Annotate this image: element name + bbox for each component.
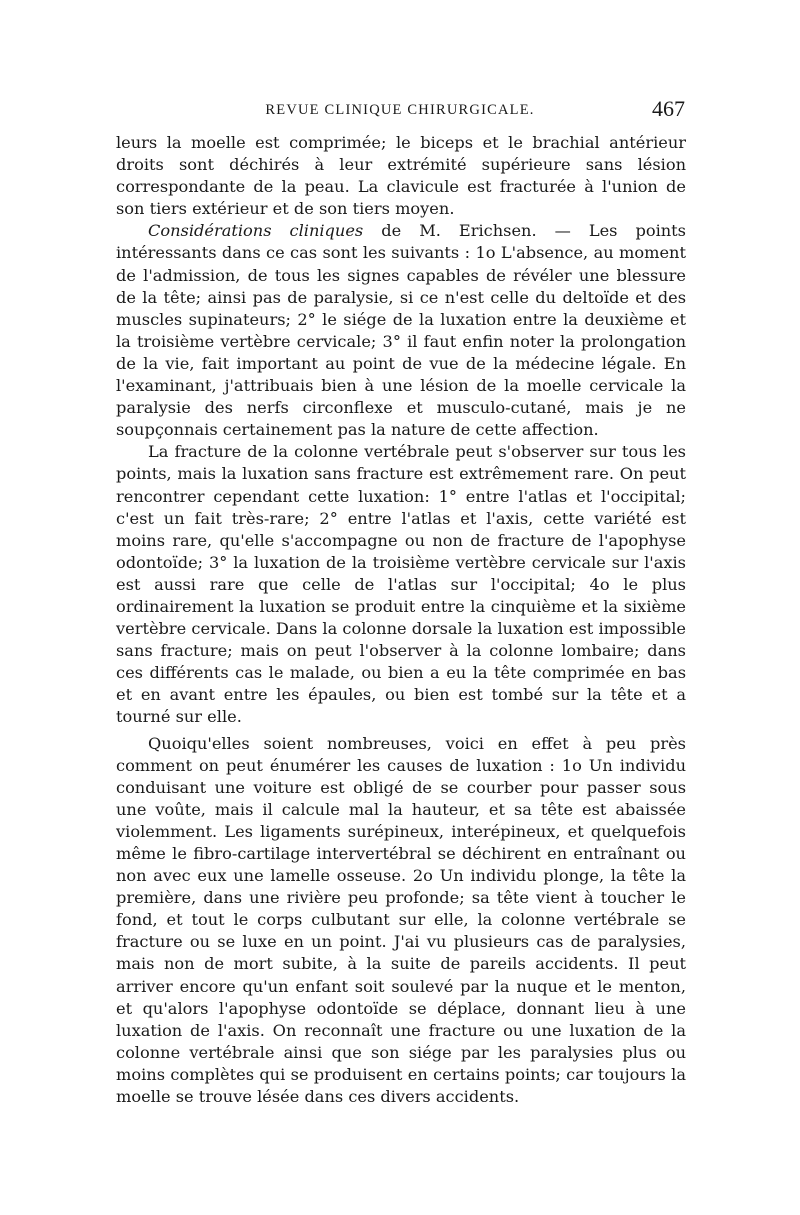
page-header — [115, 96, 685, 124]
running-head: REVUE CLINIQUE CHIRURGICALE. — [265, 102, 535, 118]
body-text — [116, 132, 686, 1108]
paragraph-text: Quoiqu'elles soient nombreuses, voici en effet à peu près comment on peut énumérer les causes de luxation : 1o Un individu conduisant une voiture est obligé de se courber pour passer sous une voûte, mais il calcule mal la hauteur, et sa tête est abaissée violemment. Les ligaments surépineux, interépineux, et quelquefois même le fibro-cartilage intervertébral se déchirent en entraînant ou non avec eux une lamelle osseuse. 2o Un individu plonge, la tête la première, dans une rivière peu profonde; sa tête vient à toucher le fond, et tout le corps culbutant sur elle, la colonne vertébrale se fracture ou se luxe en un point. J'ai vu plusieurs cas de paralysies, mais non de mort subite, à la suite de pareils accidents. Il peut arriver encore qu'un enfant soit soulevé par la nuque et le menton, et qu'alors l'apophyse odontoïde se déplace, donnant lieu à une luxation de l'axis. On reconnaît une fracture ou une luxation de la colonne vertébrale ainsi que son siége par les paralysies plus ou moins complètes qui se produisent en certains points; car toujours la moelle se trouve lésée dans ces divers accidents. — [116, 733, 686, 1107]
paragraph-vertebral-fracture — [116, 441, 686, 728]
paragraph-lead-italic: Considérations cliniques — [148, 221, 364, 241]
paragraph-clinical-considerations — [116, 220, 686, 441]
paragraph-text: La fracture de la colonne vertébrale peut s'observer sur tous les points, mais la luxation sans fracture est extrêmement rare. On peut rencontrer cependant cette luxation: 1° entre l'atlas et l'occipital; c'est un fait très-rare; 2° entre l'atlas et l'axis, cette variété est moins rare, qu'elle s'accompagne ou non de fracture de l'apophyse odontoïde; 3° la luxation de la troisième vertèbre cervicale sur l'axis est aussi rare que celle de l'atlas sur l'occipital; 4o le plus ordinairement la luxation se produit entre la cinquième et la sixième vertèbre cervicale. Dans la colonne dorsale la luxation est impossible sans fracture; mais on peut l'observer à la colonne lombaire; dans ces différents cas le malade, ou bien a eu la tête comprimée en bas et en avant entre les épaules, ou bien est tombé sur la tête et a tourné sur elle. — [116, 442, 686, 727]
paragraph-text: de M. Erichsen. — Les points intéressants dans ce cas sont les suivants : 1o L'absence, au moment de l'admission, de tous les signes capables de révéler une blessure de la tête; ainsi pas de paralysie, si ce n'est celle du deltoïde et des muscles supinateurs; 2° le siége de la luxation entre la deuxième et la troisième vertèbre cervicale; 3° il faut enfin noter la prolongation de la vie, fait important au point de vue de la médecine légale. En l'examinant, j'attribuais bien à une lésion de la moelle cervicale la paralysie des nerfs circonflexe et musculo-cutané, mais je ne soupçonnais certainement pas la nature de cette affection. — [116, 221, 686, 440]
page-number: 467 — [652, 96, 685, 121]
paragraph-text: leurs la moelle est comprimée; le biceps et le brachial antérieur droits sont déchirés à leur extrémité supérieure sans lésion correspondante de la peau. La clavicule est fracturée à l'union de son tiers extérieur et de son tiers moyen. — [116, 133, 686, 219]
paragraph-luxation-causes — [116, 733, 686, 1109]
paragraph-continuation — [116, 132, 686, 220]
